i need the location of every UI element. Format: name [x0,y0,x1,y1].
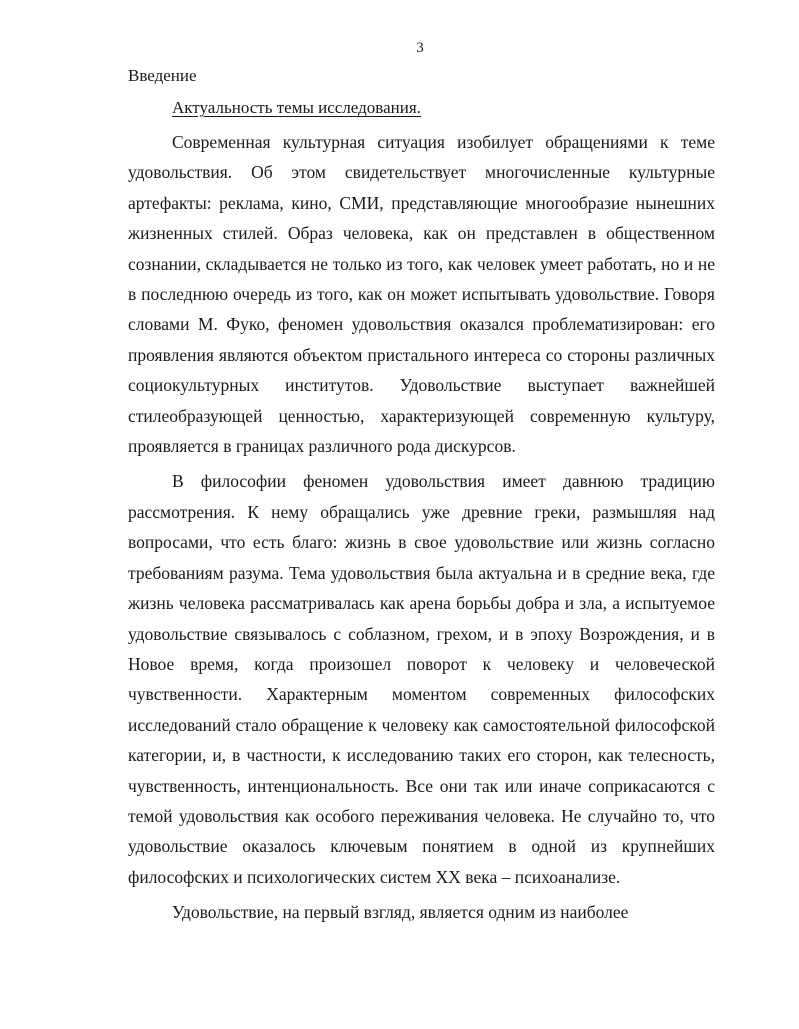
section-heading: Введение [128,66,197,85]
body-text [128,127,715,928]
paragraph-2: В философии феномен удовольствия имеет давнюю традицию рассмотрения. К нему обращались уже древние греки, размышляя над вопросами, что есть благо: жизнь в свое удовольствие или жизнь согласно требованиям разума. Тема удовольствия была актуальна и в средние века, где жизнь человека рассматривалась как арена борьбы добра и зла, а испытуемое удовольствие связывалось с соблазном, грехом, и в эпоху Возрождения, и в Новое время, когда произошел поворот к человеку и человеческой чувственности. Характерным моментом современных философских исследований стало обращение к человеку как самостоятельной философской категории, и, в частности, к исследованию таких его сторон, как телесность, чувственность, интенциональность. Все они так или иначе соприкасаются с темой удовольствия как особого переживания человека. Не случайно то, что удовольствие оказалось ключевым понятием в одной из крупнейших философских и психологических систем XX века – психоанализе. [128,471,715,887]
paragraph-3: Удовольствие, на первый взгляд, является одним из наиболее [172,902,629,923]
paragraph-1: Современная культурная ситуация изобилует обращениями к теме удовольствия. Об этом свидетельствует многочисленные культурные артефакты: реклама, кино, СМИ, представляющие многообразие нынешних жизненных стилей. Образ человека, как он представлен в общественном сознании, складывается не только из того, как человек умеет работать, но и не в последнюю очередь из того, как он может испытывать удовольствие. Говоря словами М. Фуко, феномен удовольствия оказался проблематизирован: его проявления являются объектом пристального интереса со стороны различных социокультурных институтов. Удовольствие выступает важнейшей стилеобразующей ценностью, характеризующей современную культуру, проявляется в границах различного рода дискурсов. [128,132,715,457]
section-subheading: Актуальность темы исследования. [172,98,421,117]
page-number: 3 [416,40,424,56]
